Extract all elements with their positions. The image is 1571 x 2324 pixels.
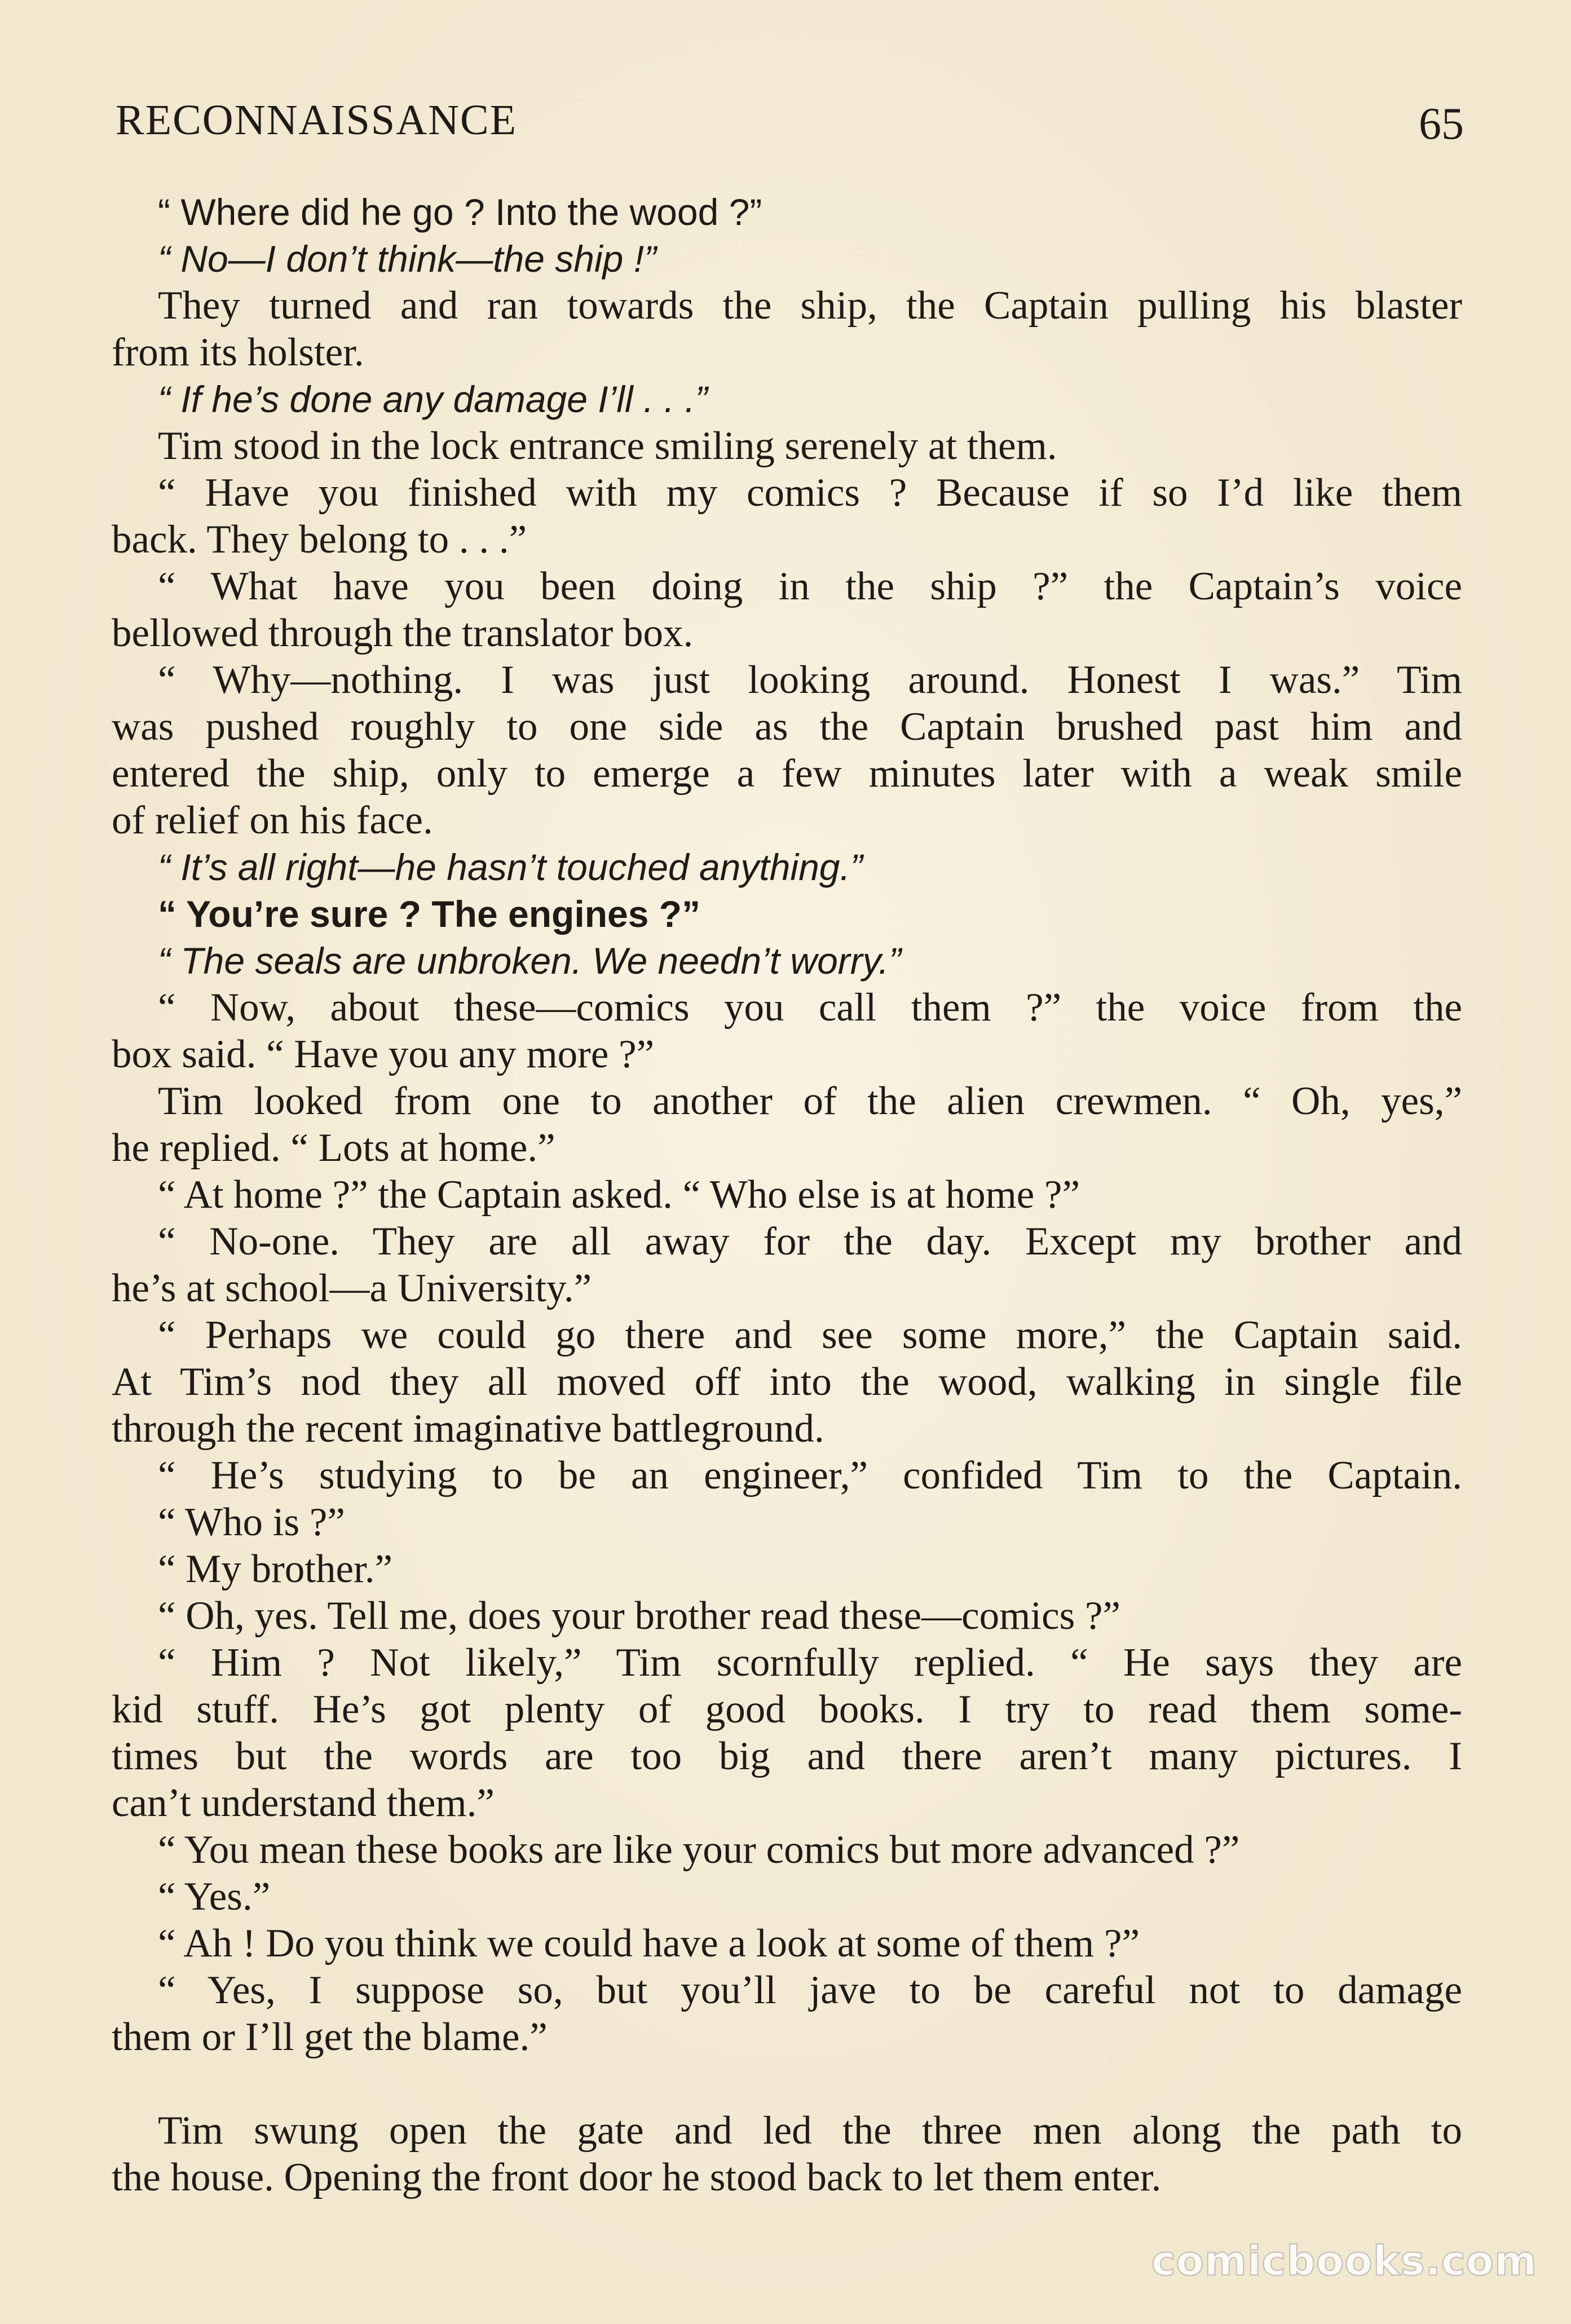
text-line: “ Where did he go ? Into the wood ?”: [158, 191, 762, 233]
text-line: “ Now, about these—comics you call them ?” the voice from the: [158, 986, 1462, 1030]
text-line: “ Have you finished with my comics ? Because if so I’d like them: [158, 471, 1462, 515]
text-line: “ You mean these books are like your comics but more advanced ?”: [158, 1828, 1240, 1872]
text-line: “ You’re sure ? The engines ?”: [158, 893, 701, 935]
text-line: he’s at school—a University.”: [112, 1266, 592, 1310]
text-line: “ What have you been doing in the ship ?” the Captain’s voice: [158, 564, 1462, 608]
text-line: Tim looked from one to another of the alien crewmen. “ Oh, yes,”: [158, 1079, 1462, 1123]
text-line: “ Perhaps we could go there and see some more,” the Captain said.: [158, 1313, 1462, 1357]
running-head: RECONNAISSANCE: [116, 96, 518, 144]
text-line: bellowed through the translator box.: [112, 611, 694, 655]
text-line: “ Yes, I suppose so, but you’ll jave to be careful not to damage: [158, 1968, 1462, 2012]
text-line: from its holster.: [112, 330, 364, 374]
text-line: “ If he’s done any damage I’ll . . .”: [158, 378, 708, 420]
text-line: They turned and ran towards the ship, the Captain pulling his blaster: [158, 284, 1462, 328]
text-line: “ Who is ?”: [158, 1500, 345, 1544]
text-line: box said. “ Have you any more ?”: [112, 1032, 655, 1076]
text-line: “ No-one. They are all away for the day. Except my brother and: [158, 1220, 1462, 1263]
text-line: “ The seals are unbroken. We needn’t worry.”: [158, 940, 902, 982]
text-line: “ Oh, yes. Tell me, does your brother read these—comics ?”: [158, 1594, 1121, 1638]
paragraph-break: [112, 2061, 1462, 2107]
page-number: 65: [1419, 99, 1464, 149]
text-line: “ It’s all right—he hasn’t touched anything.”: [158, 846, 863, 888]
text-line: the house. Opening the front door he stood back to let them enter.: [112, 2155, 1162, 2199]
text-line: them or I’ll get the blame.”: [112, 2015, 548, 2059]
text-line: “ No—I don’t think—the ship !”: [158, 238, 657, 280]
body-text: [112, 189, 1462, 2201]
text-line: Tim stood in the lock entrance smiling serenely at them.: [158, 424, 1057, 468]
watermark: comicbooks.com: [1151, 2237, 1537, 2285]
text-line: was pushed roughly to one side as the Captain brushed past him and: [112, 705, 1462, 749]
text-line: “ Yes.”: [158, 1875, 271, 1919]
text-line: kid stuff. He’s got plenty of good books. I try to read them some-: [112, 1687, 1462, 1731]
text-line: entered the ship, only to emerge a few minutes later with a weak smile: [112, 752, 1462, 796]
text-line: times but the words are too big and there aren’t many pictures. I: [112, 1734, 1462, 1778]
text-line: “ Him ? Not likely,” Tim scornfully replied. “ He says they are: [158, 1641, 1462, 1685]
text-line: of relief on his face.: [112, 798, 433, 842]
text-line: Tim swung open the gate and led the three men along the path to: [158, 2109, 1462, 2153]
text-line: “ He’s studying to be an engineer,” confided Tim to the Captain.: [158, 1453, 1462, 1497]
text-line: back. They belong to . . .”: [112, 518, 527, 562]
text-line: “ My brother.”: [158, 1547, 393, 1591]
text-line: “ Ah ! Do you think we could have a look at some of them ?”: [158, 1921, 1140, 1965]
text-line: he replied. “ Lots at home.”: [112, 1126, 555, 1170]
text-line: through the recent imaginative battleground.: [112, 1407, 824, 1451]
text-line: can’t understand them.”: [112, 1781, 495, 1825]
text-line: “ At home ?” the Captain asked. “ Who else is at home ?”: [158, 1173, 1080, 1217]
text-line: At Tim’s nod they all moved off into the wood, walking in single file: [112, 1360, 1462, 1404]
text-line: “ Why—nothing. I was just looking around. Honest I was.” Tim: [158, 658, 1462, 702]
